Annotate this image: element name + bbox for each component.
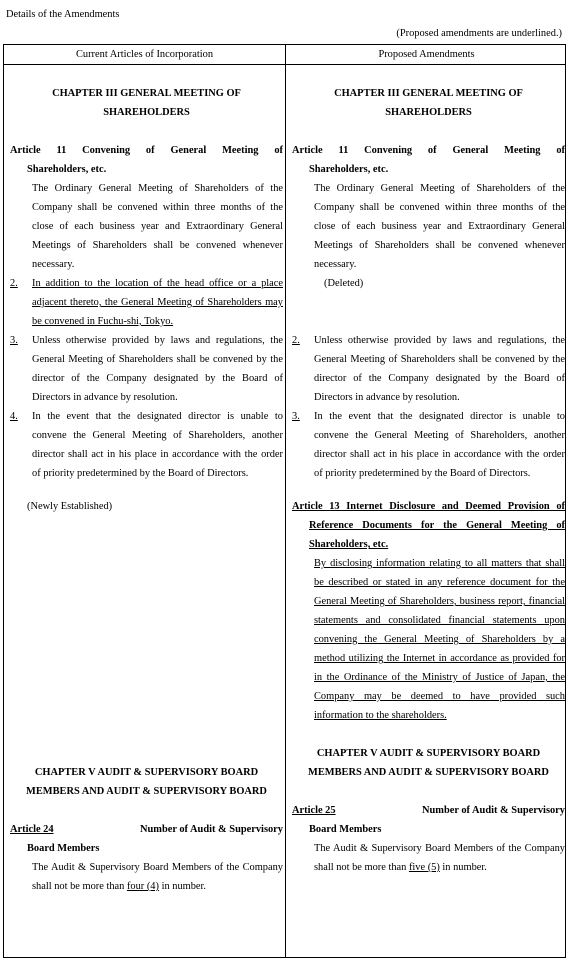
article-13-title: Article 13 Internet Disclosure and Deemed Provision of <box>292 501 565 512</box>
amendments-table <box>3 44 566 958</box>
chapter-5-heading: CHAPTER V AUDIT & SUPERVISORY BOARD MEMBERS AND AUDIT & SUPERVISORY BOARD <box>26 767 267 797</box>
article-11-title: Article 11 Convening of General Meeting of <box>10 145 283 156</box>
item-number: 3. <box>292 411 300 422</box>
article-25-subtitle: Board Members <box>309 824 382 835</box>
article-11-item-2 <box>10 274 283 331</box>
article-11-item-3 <box>292 407 565 483</box>
current-column <box>10 65 283 896</box>
item-number: 2. <box>10 278 18 289</box>
item-text: In the event that the designated director is unable to convene the General Meeting of Shareholders, another director shall act in his place in accordance with the order of priority predetermined by the Board of Directors. <box>314 411 565 479</box>
amendment-note: (Proposed amendments are underlined.) <box>396 28 562 39</box>
article-11-subtitle: Shareholders, etc. <box>27 164 107 175</box>
article-25-label: Article 25 <box>292 805 336 816</box>
article-25-paragraph: The Audit & Supervisory Board Members of the Company shall not be more than five (5) in number. <box>314 843 565 873</box>
chapter-3-heading: CHAPTER III GENERAL MEETING OF SHAREHOLDERS <box>52 88 241 118</box>
article-11-item-2 <box>292 331 565 407</box>
article-24-label: Article 24 <box>10 824 54 835</box>
item-number: 3. <box>10 335 18 346</box>
article-11-item-4 <box>10 407 283 483</box>
item-text: Unless otherwise provided by laws and regulations, the General Meeting of Shareholders shall be convened by the director of the Company designated by the Board of Directors in advance by resolution. <box>314 335 565 403</box>
deleted-label: (Deleted) <box>324 278 364 289</box>
article-13-subtitle: Reference Documents for the General Meeting of Shareholders, etc. <box>309 520 565 550</box>
proposed-column <box>292 65 565 877</box>
chapter-5-heading: CHAPTER V AUDIT & SUPERVISORY BOARD MEMBERS AND AUDIT & SUPERVISORY BOARD <box>308 748 549 778</box>
article-11-title: Article 11 Convening of General Meeting of <box>292 145 565 156</box>
article-24-title <box>10 820 283 839</box>
item-text: Unless otherwise provided by laws and regulations, the General Meeting of Shareholders shall be convened by the director of the Company designated by the Board of Directors in advance by resolution. <box>32 335 283 403</box>
item-text: In the event that the designated director is unable to convene the General Meeting of Shareholders, another director shall act in his place in accordance with the order of priority predetermined by the Board of Directors. <box>32 411 283 479</box>
chapter-3-heading: CHAPTER III GENERAL MEETING OF SHAREHOLDERS <box>334 88 523 118</box>
article-13-paragraph: By disclosing information relating to all matters that shall be described or stated in any reference document for the General Meeting of Shareholders, business report, financial statements and consolidated financial statements upon convening the General Meeting of Shareholders by a method utilizing the Internet in accordance as provided for in the Ordinance of the Ministry of Justice of Japan, the Company may be deemed to have provided such information to the shareholders. <box>314 558 565 721</box>
article-11-item-3 <box>10 331 283 407</box>
page-title: Details of the Amendments <box>6 9 120 20</box>
article-24-paragraph: The Audit & Supervisory Board Members of the Company shall not be more than four (4) in number. <box>32 862 283 892</box>
article-24-subtitle: Board Members <box>27 843 100 854</box>
column-header-proposed: Proposed Amendments <box>378 49 475 60</box>
article-11-paragraph: The Ordinary General Meeting of Shareholders of the Company shall be convened within three months of the close of each business year and Extraordinary General Meetings of Shareholders shall be convened whenever necessary. <box>314 183 565 270</box>
item-text: In addition to the location of the head office or a place adjacent thereto, the General Meeting of Shareholders may be convened in Fuchu-shi, Tokyo. <box>32 278 283 327</box>
changed-number: four (4) <box>126 881 159 892</box>
article-25-heading: Number of Audit & Supervisory <box>422 805 565 816</box>
item-number: 2. <box>292 335 300 346</box>
column-divider <box>285 45 286 957</box>
column-header-current: Current Articles of Incorporation <box>75 49 214 60</box>
changed-number: five (5) <box>408 862 440 873</box>
newly-established-label: (Newly Established) <box>27 501 113 512</box>
item-number: 4. <box>10 411 18 422</box>
article-24-heading: Number of Audit & Supervisory <box>140 824 283 835</box>
article-11-paragraph: The Ordinary General Meeting of Shareholders of the Company shall be convened within three months of the close of each business year and Extraordinary General Meetings of Shareholders shall be convened whenever necessary. <box>32 183 283 270</box>
article-25-title <box>292 801 565 820</box>
article-11-subtitle: Shareholders, etc. <box>309 164 389 175</box>
